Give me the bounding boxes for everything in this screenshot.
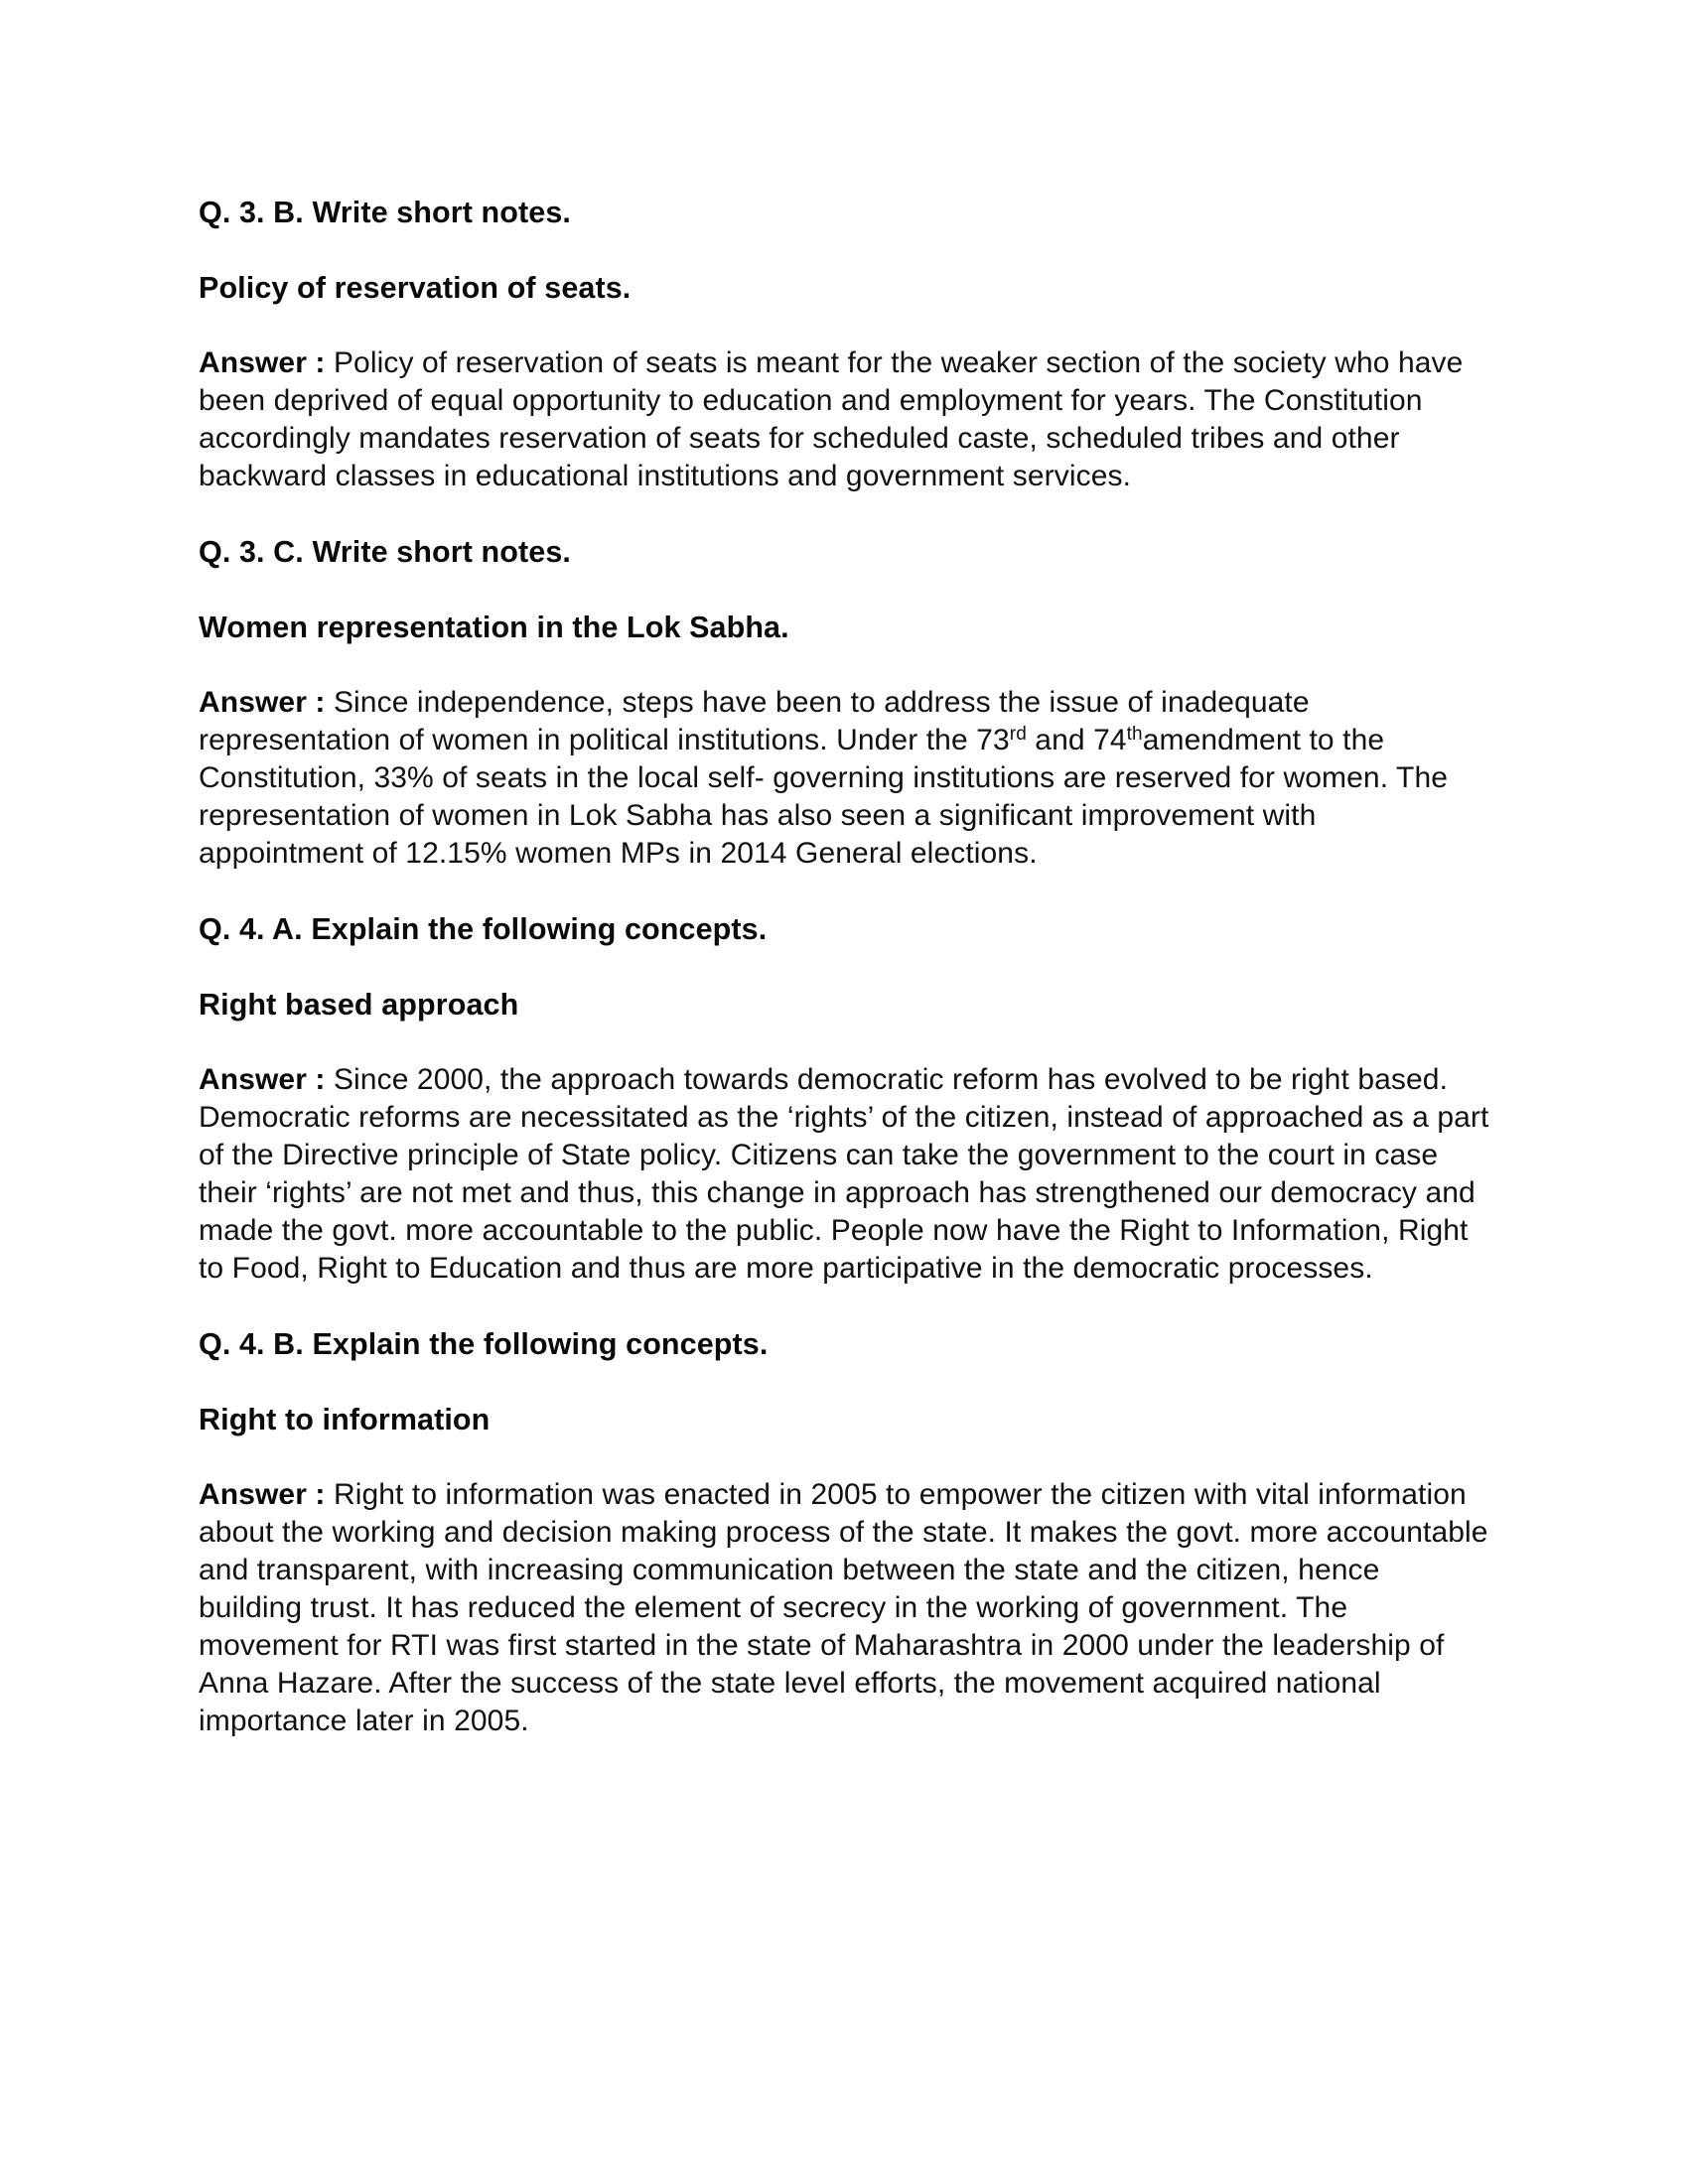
answer-text: Since independence, steps have been to address the issue of inadequate representation of women in political institutions. Under the 73	[199, 686, 1310, 756]
question-heading: Q. 3. B. Write short notes.	[199, 196, 571, 229]
ordinal-superscript: rd	[1009, 724, 1027, 745]
section-q3c	[199, 533, 1489, 873]
answer-text: Since 2000, the approach towards democratic reform has evolved to be right based. Democratic reforms are necessitated as the ‘rights’ of the citizen, instead of approached as a part of the Directive principle of State policy. Citizens can take the government to the court in case their ‘rights’ are not met and thus, this change in approach has strengthened our democracy and made the govt. more accountable to the public. People now have the Right to Information, Right to Food, Right to Education and thus are more participative in the democratic processes.	[199, 1063, 1489, 1285]
ordinal-superscript: th	[1126, 724, 1143, 745]
answer-text: Right to information was enacted in 2005 to empower the citizen with vital information about the working and decision making process of the state. It makes the govt. more accountable and transparent, with increasing communication between the state and the citizen, hence building trust. It has reduced the element of secrecy in the working of government. The movement for RTI was first started in the state of Maharashtra in 2000 under the leadership of Anna Hazare. After the success of the state level efforts, the movement acquired national importance later in 2005.	[199, 1478, 1488, 1737]
topic-heading: Women representation in the Lok Sabha.	[199, 611, 789, 644]
answer-label: Answer :	[199, 686, 326, 719]
answer-paragraph	[199, 344, 1489, 495]
answer-text: Policy of reservation of seats is meant for the weaker section of the society who have been deprived of equal opportunity to education and employment for years. The Constitution accordingly mandates reservation of seats for scheduled caste, scheduled tribes and other backward classes in educational institutions and government services.	[199, 346, 1464, 492]
section-q3b	[199, 194, 1489, 495]
answer-paragraph	[199, 1061, 1489, 1288]
answer-label: Answer :	[199, 1063, 326, 1096]
answer-text: and 74	[1026, 724, 1127, 756]
topic-heading: Policy of reservation of seats.	[199, 271, 632, 305]
topic-heading: Right based approach	[199, 988, 519, 1022]
answer-label: Answer :	[199, 346, 326, 379]
answer-label: Answer :	[199, 1478, 326, 1511]
topic-heading: Right to information	[199, 1403, 491, 1436]
question-heading: Q. 3. C. Write short notes.	[199, 535, 571, 569]
answer-text: amendment to the Constitution, 33% of seats in the local self- governing institutions are reserved for women. The representation of women in Lok Sabha has also seen a significant improvement with appointment of 12.15% women MPs in 2014 General elections.	[199, 724, 1449, 870]
answer-paragraph	[199, 684, 1489, 873]
document-content	[199, 156, 1489, 1778]
answer-paragraph	[199, 1476, 1489, 1740]
section-q4a	[199, 910, 1489, 1288]
question-heading: Q. 4. A. Explain the following concepts.	[199, 912, 768, 946]
section-q4b	[199, 1325, 1489, 1740]
question-heading: Q. 4. B. Explain the following concepts.	[199, 1327, 769, 1361]
